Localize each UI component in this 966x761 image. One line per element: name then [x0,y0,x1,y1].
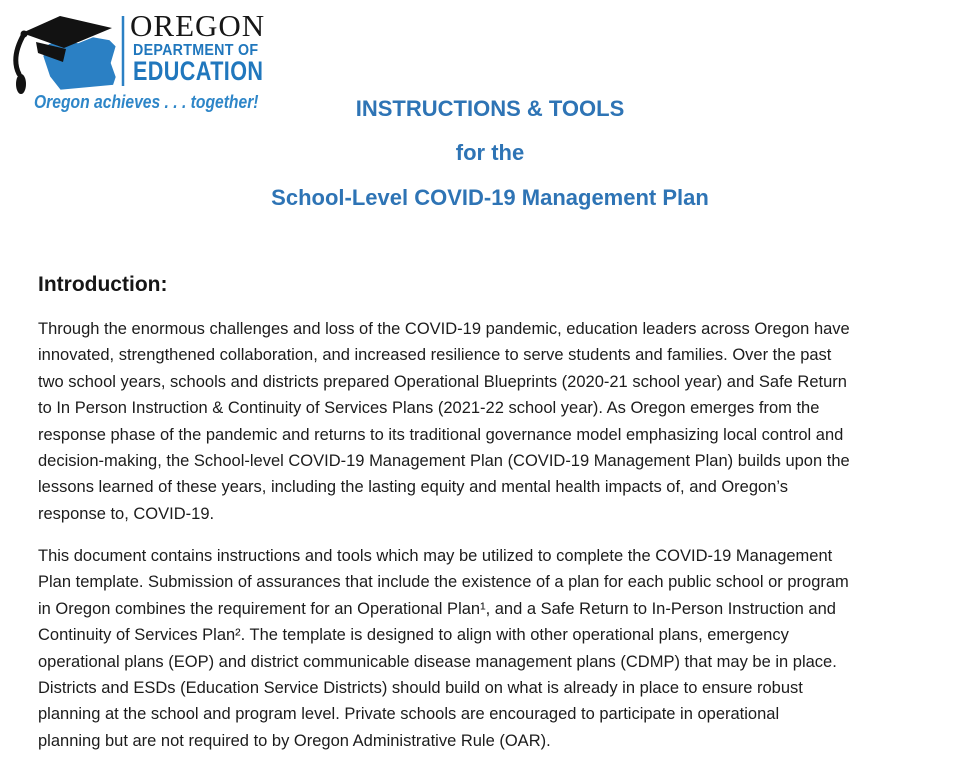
doc-title-line-1: INSTRUCTIONS & TOOLS [355,96,625,121]
paragraph-line: Districts and ESDs (Education Service Districts) should build on what is already in place to ensure robust [38,679,803,698]
paragraph-line: two school years, schools and districts prepared Operational Blueprints (2020-21 school year) and Safe Return [38,372,847,391]
paragraph-line: response to, COVID-19. [38,504,215,523]
paragraph-line: Through the enormous challenges and loss of the COVID-19 pandemic, education leaders across Oregon have [38,320,850,338]
paragraph-line: planning but are not required to by Oregon Administrative Rule (OAR). [38,731,551,750]
paragraph-line: to In Person Instruction & Continuity of Services Plans (2021-22 school year). As Oregon emerges from the [38,399,820,418]
paragraph-line: Plan template. Submission of assurances that include the existence of a plan for each public school or program [38,573,849,592]
tassel-end [16,74,26,94]
paragraph-line: decision-making, the School-level COVID-19 Management Plan (COVID-19 Management Plan) builds upon the [38,452,850,471]
logo-tagline: Oregon achieves . . . together! [34,92,259,112]
doc-title-line-2: for the [455,140,525,165]
paragraph-line: planning at the school and program level. Private schools are encouraged to participate in operational [38,705,780,724]
paragraph-line: This document contains instructions and tools which may be utilized to complete the COVID-19 Management [38,547,833,565]
paragraph-line: in Oregon combines the requirement for an Operational Plan¹, and a Safe Return to In-Person Instruction and [38,599,836,618]
intro-paragraph-1 [38,316,948,527]
intro-paragraph-2 [38,543,948,754]
intro-heading: Introduction: [38,273,168,296]
paragraph-line: operational plans (EOP) and district communicable disease management plans (CDMP) that may be in place. [38,652,837,671]
paragraph-line: innovated, strengthened collaboration, and increased resilience to serve students and families. Over the past [38,346,832,365]
oregon-state-shape [42,36,117,91]
logo-edu-line: EDUCATION [133,56,264,86]
doc-title-line-3: School-Level COVID-19 Management Plan [271,185,709,210]
logo-org-name: OREGON [130,8,266,43]
tassel-cord [16,34,24,74]
paragraph-line: response phase of the pandemic and returns to its traditional governance model emphasizing local control and [38,425,844,444]
logo-dept-line: DEPARTMENT OF [133,42,259,59]
paragraph-line: Continuity of Services Plan². The template is designed to align with other operational plans, emergency [38,626,789,645]
paragraph-line: lessons learned of these years, including the lasting equity and mental health impacts of, and Oregon’s [38,478,788,497]
